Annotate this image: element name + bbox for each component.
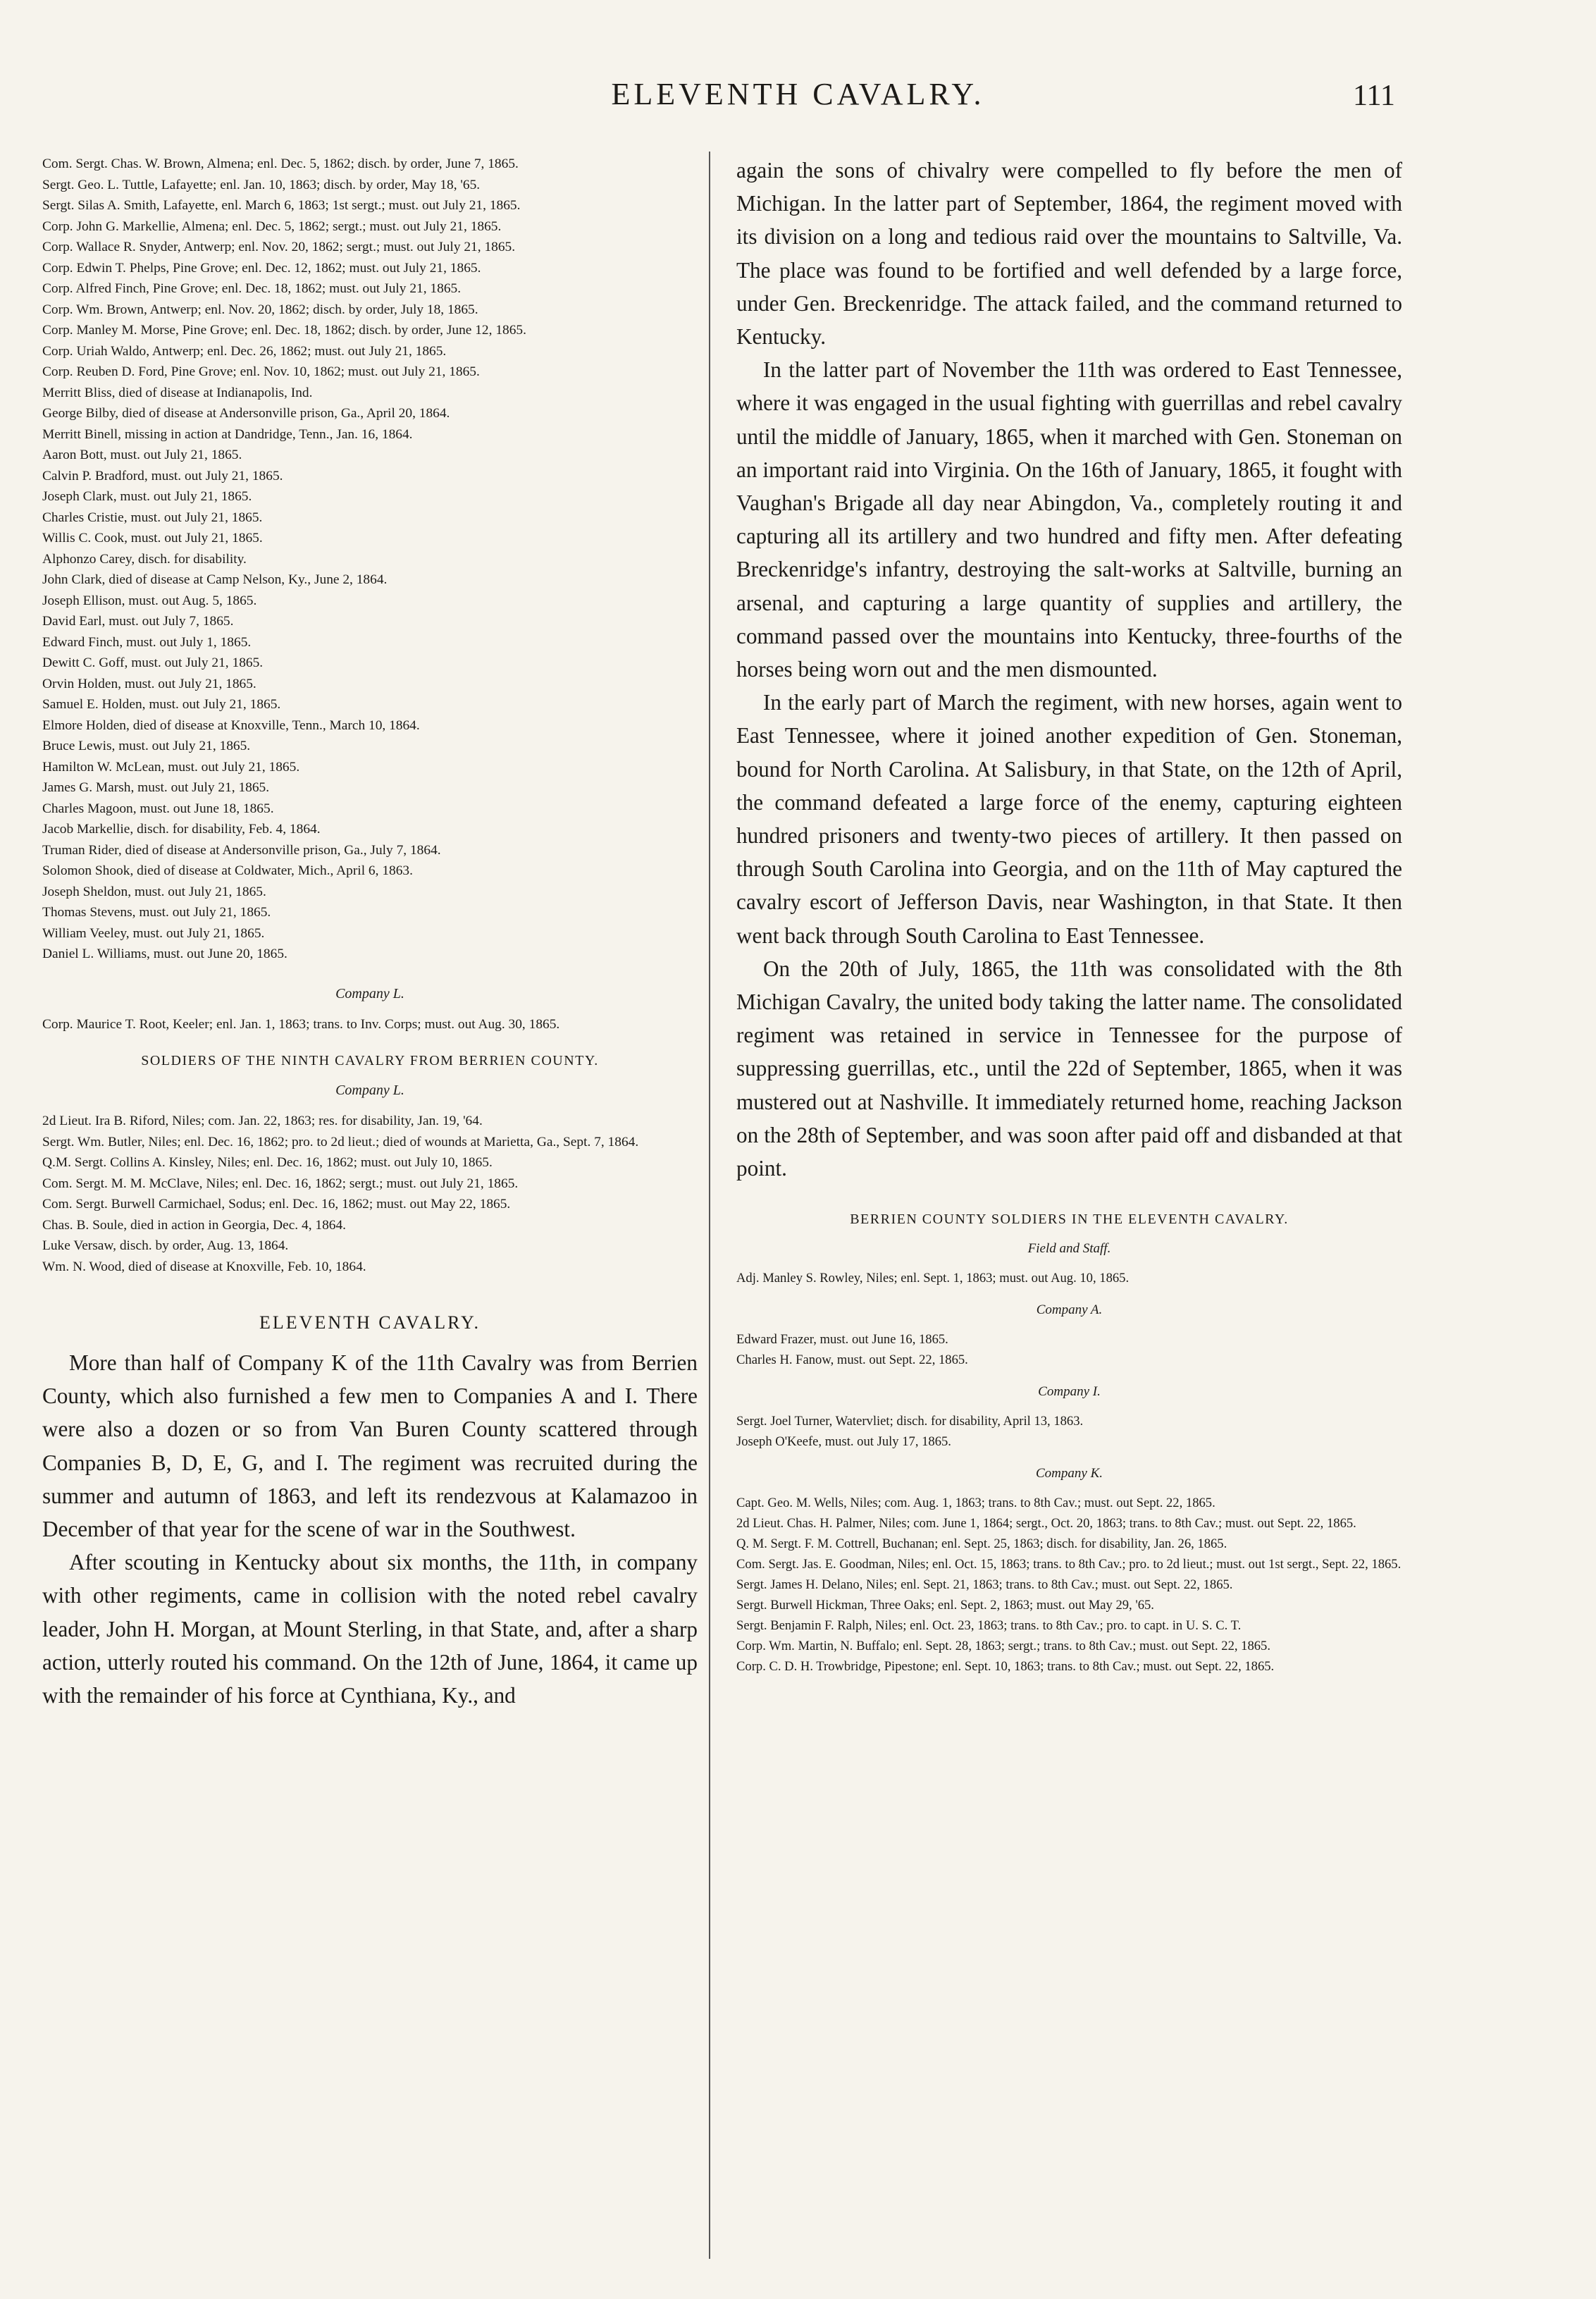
- company-a-heading: Company A.: [1036, 1302, 1103, 1318]
- roster-entry: Charles H. Fanow, must. out Sept. 22, 1865.: [736, 1352, 968, 1368]
- roster-entry: Adj. Manley S. Rowley, Niles; enl. Sept. 1, 1863; must. out Aug. 10, 1865.: [736, 1271, 1130, 1286]
- roster-entry: Thomas Stevens, must. out July 21, 1865.: [42, 905, 271, 920]
- narrative-paragraph: On the 20th of July, 1865, the 11th was consolidated with the 8th Michigan Cavalry, the united body taking the latter name. The consolidated regiment was retained in service in Tennessee for the purpose of suppressing guerrillas, etc., until the 22d of September, 1865, when it was mustered out at Nashville. It immediately returned home, reaching Jackson on the 28th of September, and was soon after paid off and disbanded at that point.: [736, 956, 1402, 1181]
- roster-entry: Corp. Edwin T. Phelps, Pine Grove; enl. Dec. 12, 1862; must. out July 21, 1865.: [42, 260, 481, 276]
- roster-entry: Bruce Lewis, must. out July 21, 1865.: [42, 739, 251, 753]
- roster-entry: Chas. B. Soule, died in action in Georgia, Dec. 4, 1864.: [42, 1217, 347, 1233]
- roster-entry: Joseph Sheldon, must. out July 21, 1865.: [42, 884, 266, 899]
- field-staff-heading: Field and Staff.: [1027, 1241, 1111, 1257]
- ninth-cavalry-heading: SOLDIERS OF THE NINTH CAVALRY FROM BERRIEN COUNTY.: [141, 1053, 599, 1068]
- roster-entry: 2d Lieut. Ira B. Riford, Niles; com. Jan. 22, 1863; res. for disability, Jan. 19, '64.: [42, 1114, 483, 1128]
- roster-entry: James G. Marsh, must. out July 21, 1865.: [42, 780, 270, 795]
- roster-entry: Edward Frazer, must. out June 16, 1865.: [736, 1332, 948, 1348]
- eleventh-cavalry-heading: ELEVENTH CAVALRY.: [259, 1312, 481, 1333]
- roster-entry: Aaron Bott, must. out July 21, 1865.: [42, 448, 242, 462]
- roster-entry: Capt. Geo. M. Wells, Niles; com. Aug. 1, 1863; trans. to 8th Cav.; must. out Sept. 22, 1865.: [736, 1496, 1215, 1511]
- roster-entry: Sergt. Silas A. Smith, Lafayette, enl. March 6, 1863; 1st sergt.; must. out July 21, 1865.: [42, 198, 521, 213]
- roster-entry: Com. Sergt. Chas. W. Brown, Almena; enl. Dec. 5, 1862; disch. by order, June 7, 1865.: [42, 156, 519, 171]
- roster-entry: 2d Lieut. Chas. H. Palmer, Niles; com. June 1, 1864; sergt., Oct. 20, 1863; trans. to 8th Cav.; must. out Sept. 22, 1865.: [736, 1516, 1356, 1531]
- roster-entry: Jacob Markellie, disch. for disability, Feb. 4, 1864.: [42, 822, 321, 837]
- roster-entry: Sergt. Wm. Butler, Niles; enl. Dec. 16, 1862; pro. to 2d lieut.; died of wounds at Marietta, Ga., Sept. 7, 1864.: [42, 1134, 639, 1150]
- left-column: [42, 154, 698, 1712]
- company-k-entries: [736, 1493, 1402, 1677]
- roster-entry: Sergt. Benjamin F. Ralph, Niles; enl. Oct. 23, 1863; trans. to 8th Cav.; pro. to capt. in U. S. C. T.: [736, 1618, 1242, 1634]
- roster-entry: Corp. Reuben D. Ford, Pine Grove; enl. Nov. 10, 1862; must. out July 21, 1865.: [42, 364, 480, 379]
- roster-entry: Wm. N. Wood, died of disease at Knoxville, Feb. 10, 1864.: [42, 1259, 366, 1274]
- roster-entry: Merritt Bliss, died of disease at Indianapolis, Ind.: [42, 385, 313, 400]
- roster-entries-top: [42, 154, 698, 965]
- roster-entry: Elmore Holden, died of disease at Knoxville, Tenn., March 10, 1864.: [42, 717, 420, 733]
- roster-entry: Joseph Clark, must. out July 21, 1865.: [42, 489, 252, 504]
- roster-entry: Corp. Wm. Martin, N. Buffalo; enl. Sept. 28, 1863; sergt.; trans. to 8th Cav.; must. out Sept. 22, 1865.: [736, 1639, 1271, 1654]
- company-i-heading: Company I.: [1038, 1384, 1101, 1400]
- roster-entry: Samuel E. Holden, must. out July 21, 1865.: [42, 697, 281, 712]
- roster-entry: Truman Rider, died of disease at Andersonville prison, Ga., July 7, 1864.: [42, 842, 441, 858]
- roster-entry: Corp. John G. Markellie, Almena; enl. Dec. 5, 1862; sergt.; must. out July 21, 1865.: [42, 218, 502, 234]
- roster-entry: Sergt. Joel Turner, Watervliet; disch. for disability, April 13, 1863.: [736, 1414, 1084, 1429]
- berrien-roster-heading: BERRIEN COUNTY SOLDIERS IN THE ELEVENTH CAVALRY.: [850, 1212, 1289, 1228]
- roster-entry: Corp. Manley M. Morse, Pine Grove; enl. Dec. 18, 1862; disch. by order, June 12, 1865.: [42, 323, 526, 338]
- roster-entry: Solomon Shook, died of disease at Coldwater, Mich., April 6, 1863.: [42, 863, 413, 878]
- roster-entry: William Veeley, must. out July 21, 1865.: [42, 925, 265, 941]
- roster-entry: Charles Cristie, must. out July 21, 1865.: [42, 510, 263, 525]
- right-column: [736, 154, 1402, 1677]
- roster-entry: Daniel L. Williams, must. out June 20, 1865.: [42, 947, 287, 961]
- roster-entry: Sergt. Burwell Hickman, Three Oaks; enl. Sept. 2, 1863; must. out May 29, '65.: [736, 1598, 1154, 1613]
- roster-entry: Sergt. Geo. L. Tuttle, Lafayette; enl. Jan. 10, 1863; disch. by order, May 18, '65.: [42, 177, 481, 192]
- roster-entry: Alphonzo Carey, disch. for disability.: [42, 551, 247, 567]
- roster-entry: Q. M. Sergt. F. M. Cottrell, Buchanan; enl. Sept. 25, 1863; disch. for disability, Jan. 26, 1865.: [736, 1536, 1227, 1552]
- roster-entry: Charles Magoon, must. out June 18, 1865.: [42, 801, 274, 816]
- roster-entry: Com. Sergt. Burwell Carmichael, Sodus; enl. Dec. 16, 1862; must. out May 22, 1865.: [42, 1197, 511, 1212]
- roster-entry: Sergt. James H. Delano, Niles; enl. Sept. 21, 1863; trans. to 8th Cav.; must. out Sept. 22, 1865.: [736, 1577, 1233, 1593]
- field-staff-entries: [736, 1268, 1402, 1288]
- roster-entry: Orvin Holden, must. out July 21, 1865.: [42, 676, 256, 691]
- company-i-entries: [736, 1411, 1402, 1452]
- roster-entry: Hamilton W. McLean, must. out July 21, 1865.: [42, 759, 300, 775]
- company-l-heading: Company L.: [335, 985, 404, 1001]
- roster-entry: Corp. Alfred Finch, Pine Grove; enl. Dec. 18, 1862; must. out July 21, 1865.: [42, 281, 462, 296]
- roster-entry: Calvin P. Bradford, must. out July 21, 1865.: [42, 468, 283, 483]
- narrative-paragraph: In the latter part of November the 11th was ordered to East Tennessee, where it was engaged in the usual fighting with guerrillas and rebel cavalry until the middle of January, 1865, when it marched with Gen. Stoneman on an important raid into Virginia. On the 16th of January, 1865, it fought with Vaughan's Brigade all day near Abingdon, Va., completely routing it and capturing all its artillery and two hundred and fifty men. After defeating Breckenridge's infantry, destroying the salt-works at Saltville, burning an arsenal, and capturing a large quantity of supplies and artillery, the command passed over the mountains into Kentucky, three-fourths of the horses being worn out and the men dismounted.: [736, 357, 1402, 682]
- company-a-entries: [736, 1329, 1402, 1370]
- page-number: 111: [1353, 80, 1395, 112]
- roster-entry: Merritt Binell, missing in action at Dandridge, Tenn., Jan. 16, 1864.: [42, 426, 413, 442]
- roster-entry: Com. Sergt. M. M. McClave, Niles; enl. Dec. 16, 1862; sergt.; must. out July 21, 1865.: [42, 1176, 519, 1191]
- roster-entry: George Bilby, died of disease at Andersonville prison, Ga., April 20, 1864.: [42, 406, 450, 421]
- narrative-paragraph: again the sons of chivalry were compelled to fly before the men of Michigan. In the latter part of September, 1864, the regiment moved with its division on a long and tedious raid over the mountains to Saltville, Va. The place was found to be fortified and well defended by a large force, under Gen. Breckenridge. The attack failed, and the command returned to Kentucky.: [736, 158, 1402, 350]
- narrative-paragraph: In the early part of March the regiment, with new horses, again went to East Tennessee, where it joined another expedition of Gen. Stoneman, bound for North Carolina. At Salisbury, in that State, on the 12th of April, the command defeated a large force of the enemy, capturing eighteen hundred prisoners and twenty-two pieces of artillery. It then passed on through South Carolina into Georgia, and on the 11th of May captured the cavalry escort of Jefferson Davis, near Washington, in that State. It then went back through South Carolina to East Tennessee.: [736, 690, 1402, 948]
- roster-entry: Corp. Wallace R. Snyder, Antwerp; enl. Nov. 20, 1862; sergt.; must. out July 21, 1865.: [42, 240, 516, 254]
- roster-entry: Corp. Wm. Brown, Antwerp; enl. Nov. 20, 1862; disch. by order, July 18, 1865.: [42, 302, 478, 317]
- roster-entry: Corp. Uriah Waldo, Antwerp; enl. Dec. 26, 1862; must. out July 21, 1865.: [42, 343, 447, 359]
- roster-entry: Edward Finch, must. out July 1, 1865.: [42, 634, 252, 650]
- right-narrative: [736, 154, 1402, 1185]
- ninth-cavalry-entries: [42, 1111, 698, 1277]
- roster-entry: John Clark, died of disease at Camp Nelson, Ky., June 2, 1864.: [42, 572, 388, 587]
- roster-entry: Q.M. Sergt. Collins A. Kinsley, Niles; enl. Dec. 16, 1862; must. out July 10, 1865.: [42, 1155, 493, 1170]
- company-k-heading: Company K.: [1036, 1466, 1103, 1481]
- roster-entry: Com. Sergt. Jas. E. Goodman, Niles; enl. Oct. 15, 1863; trans. to 8th Cav.; pro. to 2d lieut.; must. out 1st sergt., Sept. 22, 1865.: [736, 1557, 1402, 1572]
- roster-entry: Luke Versaw, disch. by order, Aug. 13, 1864.: [42, 1238, 289, 1253]
- roster-entry: Willis C. Cook, must. out July 21, 1865.: [42, 531, 263, 546]
- column-divider: [709, 152, 710, 2259]
- page-header-title: ELEVENTH CAVALRY.: [611, 77, 985, 111]
- roster-entry: Dewitt C. Goff, must. out July 21, 1865.: [42, 655, 264, 670]
- roster-entry: Corp. Maurice T. Root, Keeler; enl. Jan. 1, 1863; trans. to Inv. Corps; must. out Aug. 30, 1865.: [42, 1016, 560, 1032]
- roster-entry: David Earl, must. out July 7, 1865.: [42, 614, 234, 629]
- roster-entry: Corp. C. D. H. Trowbridge, Pipestone; enl. Sept. 10, 1863; trans. to 8th Cav.; must. out Sept. 22, 1865.: [736, 1659, 1275, 1675]
- ninth-company-l-heading: Company L.: [335, 1083, 404, 1098]
- narrative-paragraph: More than half of Company K of the 11th Cavalry was from Berrien County, which also furnished a few men to Companies A and I. There were also a dozen or so from Van Buren County scattered through Companies B, D, E, G, and I. The regiment was recruited during the summer and autumn of 1863, and left its rendezvous at Kalamazoo in December of that year for the scene of war in the Southwest.: [42, 1350, 698, 1542]
- company-l-entries: [42, 1014, 698, 1035]
- narrative-paragraph: After scouting in Kentucky about six months, the 11th, in company with other regiments, came in collision with the noted rebel cavalry leader, John H. Morgan, at Mount Sterling, in that State, and, after a sharp action, utterly routed his command. On the 12th of June, 1864, it came up with the remainder of his force at Cynthiana, Ky., and: [42, 1550, 698, 1708]
- roster-entry: Joseph Ellison, must. out Aug. 5, 1865.: [42, 593, 257, 608]
- left-narrative: [42, 1346, 698, 1712]
- roster-entry: Joseph O'Keefe, must. out July 17, 1865.: [736, 1434, 951, 1450]
